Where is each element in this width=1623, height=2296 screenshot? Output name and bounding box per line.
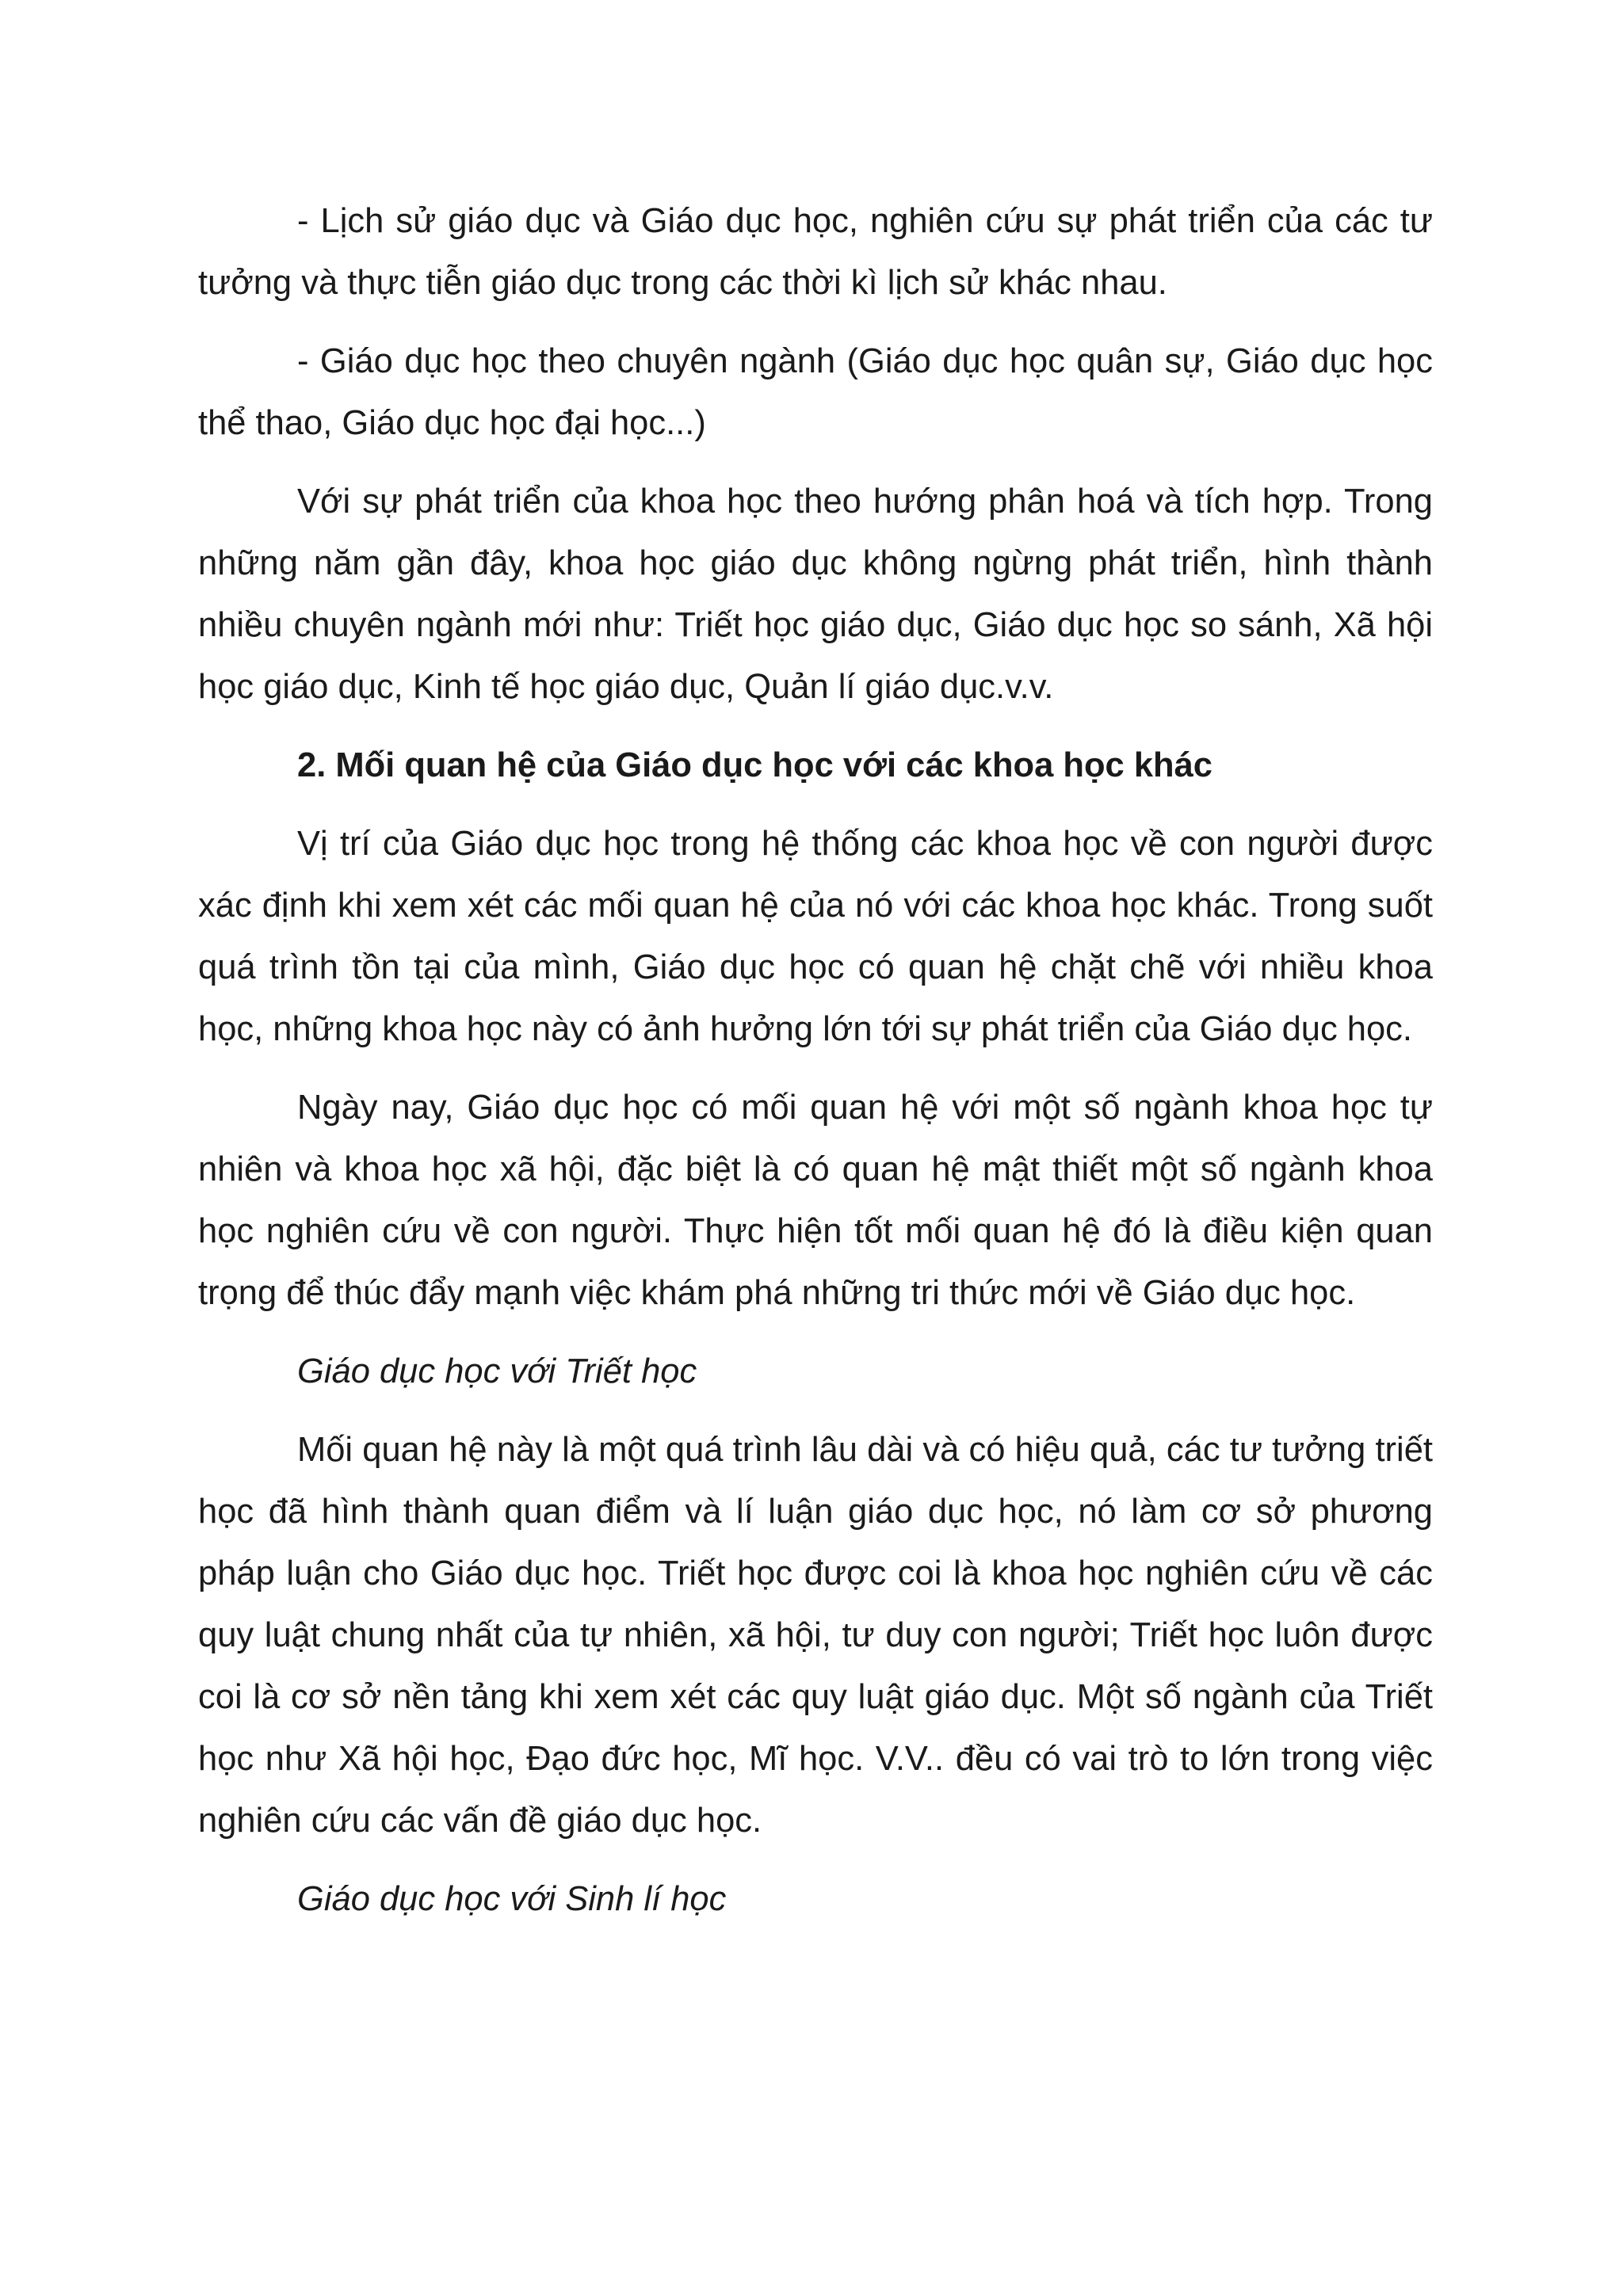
subheading-physiology: Giáo dục học với Sinh lí học <box>297 1880 727 1918</box>
paragraph-development-of-science: Với sự phát triển của khoa học theo hướng phân hoá và tích hợp. Trong những năm gần đây, khoa học giáo dục không ngừng phát triển, hình thành nhiều chuyên ngành mới như: Triết học giáo dục, Giáo dục học so sánh, Xã hội học giáo dục, Kinh tế học giáo dục, Quản lí giáo dục.v.v. <box>198 482 1433 706</box>
paragraph-history-of-education: - Lịch sử giáo dục và Giáo dục học, nghiên cứu sự phát triển của các tư tưởng và thực tiễn giáo dục trong các thời kì lịch sử khác nhau. <box>198 202 1433 302</box>
document-page <box>198 190 1433 1947</box>
paragraph-specialized-pedagogy: - Giáo dục học theo chuyên ngành (Giáo dục học quân sự, Giáo dục học thể thao, Giáo dục học đại học...) <box>198 342 1433 442</box>
subheading-philosophy: Giáo dục học với Triết học <box>297 1352 697 1390</box>
paragraph-relations-today: Ngày nay, Giáo dục học có mối quan hệ với một số ngành khoa học tự nhiên và khoa học xã hội, đặc biệt là có quan hệ mật thiết một số ngành khoa học nghiên cứu về con người. Thực hiện tốt mối quan hệ đó là điều kiện quan trọng để thúc đẩy mạnh việc khám phá những tri thức mới về Giáo dục học. <box>198 1089 1433 1312</box>
section-heading: 2. Mối quan hệ của Giáo dục học với các khoa học khác <box>297 746 1212 784</box>
paragraph-philosophy-relation: Mối quan hệ này là một quá trình lâu dài và có hiệu quả, các tư tưởng triết học đã hình thành quan điểm và lí luận giáo dục học, nó làm cơ sở phương pháp luận cho Giáo dục học. Triết học được coi là khoa học nghiên cứu về các quy luật chung nhất của tự nhiên, xã hội, tư duy con người; Triết học luôn được coi là cơ sở nền tảng khi xem xét các quy luật giáo dục. Một số ngành của Triết học như Xã hội học, Đạo đức học, Mĩ học. V.V.. đều có vai trò to lớn trong việc nghiên cứu các vấn đề giáo dục học. <box>198 1431 1433 1840</box>
paragraph-position-of-pedagogy: Vị trí của Giáo dục học trong hệ thống các khoa học về con người được xác định khi xem xét các mối quan hệ của nó với các khoa học khác. Trong suốt quá trình tồn tại của mình, Giáo dục học có quan hệ chặt chẽ với nhiều khoa học, những khoa học này có ảnh hưởng lớn tới sự phát triển của Giáo dục học. <box>198 825 1433 1048</box>
